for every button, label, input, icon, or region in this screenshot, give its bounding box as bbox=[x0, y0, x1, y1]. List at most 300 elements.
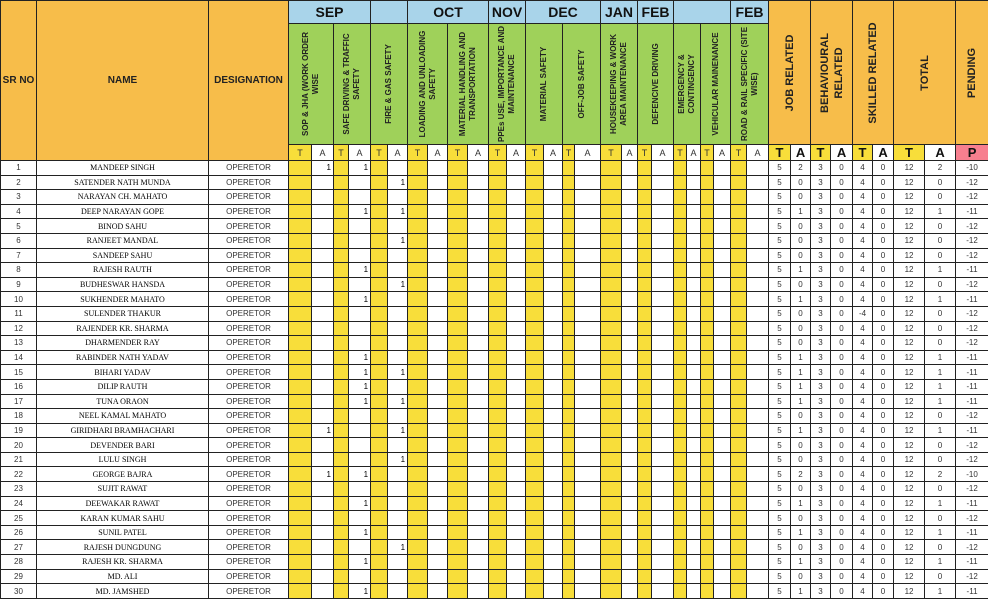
training-a-cell[interactable] bbox=[349, 452, 371, 467]
training-a-cell[interactable] bbox=[622, 379, 638, 394]
training-t-cell[interactable] bbox=[334, 438, 349, 453]
training-a-cell[interactable] bbox=[575, 365, 601, 380]
training-a-cell[interactable] bbox=[468, 365, 489, 380]
training-a-cell[interactable] bbox=[575, 409, 601, 424]
training-a-cell[interactable] bbox=[544, 555, 563, 570]
training-t-cell[interactable] bbox=[526, 321, 544, 336]
training-a-cell[interactable] bbox=[575, 277, 601, 292]
training-t-cell[interactable] bbox=[526, 248, 544, 263]
training-t-cell[interactable] bbox=[701, 233, 714, 248]
training-t-cell[interactable] bbox=[489, 482, 507, 497]
training-t-cell[interactable] bbox=[731, 336, 747, 351]
training-t-cell[interactable] bbox=[334, 190, 349, 205]
training-a-cell[interactable] bbox=[388, 336, 408, 351]
training-t-cell[interactable] bbox=[408, 496, 428, 511]
training-a-cell[interactable] bbox=[507, 175, 526, 190]
training-a-cell[interactable] bbox=[687, 350, 701, 365]
training-a-cell[interactable] bbox=[544, 569, 563, 584]
training-a-cell[interactable] bbox=[652, 248, 674, 263]
training-t-cell[interactable] bbox=[674, 321, 687, 336]
training-t-cell[interactable] bbox=[601, 248, 622, 263]
training-t-cell[interactable] bbox=[701, 467, 714, 482]
training-t-cell[interactable] bbox=[701, 555, 714, 570]
training-a-cell[interactable] bbox=[544, 263, 563, 278]
training-a-cell[interactable] bbox=[468, 277, 489, 292]
training-a-cell[interactable] bbox=[349, 175, 371, 190]
training-a-cell[interactable] bbox=[652, 161, 674, 176]
training-t-cell[interactable] bbox=[701, 423, 714, 438]
training-t-cell[interactable] bbox=[448, 394, 468, 409]
training-a-cell[interactable] bbox=[652, 584, 674, 599]
training-t-cell[interactable] bbox=[408, 219, 428, 234]
training-t-cell[interactable] bbox=[289, 409, 312, 424]
training-a-cell[interactable] bbox=[652, 409, 674, 424]
training-a-cell[interactable] bbox=[428, 190, 448, 205]
training-a-cell[interactable] bbox=[312, 540, 334, 555]
training-a-cell[interactable]: 1 bbox=[349, 394, 371, 409]
training-t-cell[interactable] bbox=[601, 306, 622, 321]
training-t-cell[interactable] bbox=[408, 292, 428, 307]
training-t-cell[interactable] bbox=[408, 540, 428, 555]
training-t-cell[interactable] bbox=[601, 365, 622, 380]
training-a-cell[interactable] bbox=[507, 365, 526, 380]
training-a-cell[interactable] bbox=[507, 277, 526, 292]
training-a-cell[interactable] bbox=[575, 263, 601, 278]
training-t-cell[interactable] bbox=[526, 277, 544, 292]
training-a-cell[interactable] bbox=[544, 321, 563, 336]
training-t-cell[interactable] bbox=[731, 175, 747, 190]
training-t-cell[interactable] bbox=[371, 175, 388, 190]
training-t-cell[interactable] bbox=[563, 452, 575, 467]
training-a-cell[interactable] bbox=[622, 452, 638, 467]
training-t-cell[interactable] bbox=[371, 525, 388, 540]
training-a-cell[interactable] bbox=[575, 569, 601, 584]
training-a-cell[interactable] bbox=[652, 482, 674, 497]
training-t-cell[interactable] bbox=[526, 452, 544, 467]
training-a-cell[interactable] bbox=[468, 233, 489, 248]
training-t-cell[interactable] bbox=[638, 525, 652, 540]
training-t-cell[interactable] bbox=[731, 263, 747, 278]
training-t-cell[interactable] bbox=[638, 555, 652, 570]
training-t-cell[interactable] bbox=[371, 423, 388, 438]
training-a-cell[interactable] bbox=[544, 394, 563, 409]
training-a-cell[interactable] bbox=[468, 525, 489, 540]
training-a-cell[interactable] bbox=[714, 321, 731, 336]
training-a-cell[interactable] bbox=[687, 175, 701, 190]
training-a-cell[interactable] bbox=[544, 496, 563, 511]
training-a-cell[interactable] bbox=[388, 438, 408, 453]
training-t-cell[interactable] bbox=[731, 248, 747, 263]
training-t-cell[interactable] bbox=[731, 365, 747, 380]
training-a-cell[interactable]: 1 bbox=[388, 423, 408, 438]
training-a-cell[interactable]: 1 bbox=[349, 467, 371, 482]
training-t-cell[interactable] bbox=[638, 248, 652, 263]
training-a-cell[interactable] bbox=[747, 467, 769, 482]
training-a-cell[interactable]: 1 bbox=[349, 379, 371, 394]
training-t-cell[interactable] bbox=[371, 379, 388, 394]
training-t-cell[interactable] bbox=[601, 394, 622, 409]
training-t-cell[interactable] bbox=[489, 306, 507, 321]
training-a-cell[interactable] bbox=[747, 161, 769, 176]
training-a-cell[interactable] bbox=[507, 569, 526, 584]
training-a-cell[interactable] bbox=[714, 511, 731, 526]
training-t-cell[interactable] bbox=[638, 161, 652, 176]
training-t-cell[interactable] bbox=[289, 190, 312, 205]
training-a-cell[interactable] bbox=[575, 175, 601, 190]
training-a-cell[interactable] bbox=[312, 175, 334, 190]
training-t-cell[interactable] bbox=[731, 467, 747, 482]
training-t-cell[interactable] bbox=[526, 569, 544, 584]
training-t-cell[interactable] bbox=[371, 336, 388, 351]
training-t-cell[interactable] bbox=[601, 511, 622, 526]
training-t-cell[interactable] bbox=[334, 306, 349, 321]
training-t-cell[interactable] bbox=[448, 365, 468, 380]
training-a-cell[interactable] bbox=[428, 482, 448, 497]
training-a-cell[interactable] bbox=[622, 525, 638, 540]
training-t-cell[interactable] bbox=[701, 292, 714, 307]
training-a-cell[interactable] bbox=[507, 379, 526, 394]
training-a-cell[interactable]: 1 bbox=[312, 423, 334, 438]
training-a-cell[interactable] bbox=[468, 496, 489, 511]
training-a-cell[interactable] bbox=[312, 219, 334, 234]
training-t-cell[interactable] bbox=[601, 161, 622, 176]
training-a-cell[interactable] bbox=[652, 525, 674, 540]
training-a-cell[interactable] bbox=[507, 540, 526, 555]
training-t-cell[interactable] bbox=[289, 321, 312, 336]
training-t-cell[interactable] bbox=[526, 438, 544, 453]
training-a-cell[interactable] bbox=[575, 555, 601, 570]
training-t-cell[interactable] bbox=[563, 306, 575, 321]
training-a-cell[interactable] bbox=[747, 438, 769, 453]
training-t-cell[interactable] bbox=[289, 452, 312, 467]
training-t-cell[interactable] bbox=[638, 409, 652, 424]
training-t-cell[interactable] bbox=[526, 525, 544, 540]
training-a-cell[interactable] bbox=[714, 175, 731, 190]
training-t-cell[interactable] bbox=[638, 263, 652, 278]
training-a-cell[interactable] bbox=[747, 379, 769, 394]
training-t-cell[interactable] bbox=[731, 190, 747, 205]
training-a-cell[interactable] bbox=[714, 584, 731, 599]
training-t-cell[interactable] bbox=[638, 394, 652, 409]
training-a-cell[interactable] bbox=[312, 306, 334, 321]
training-a-cell[interactable] bbox=[468, 336, 489, 351]
training-t-cell[interactable] bbox=[701, 350, 714, 365]
training-a-cell[interactable] bbox=[468, 292, 489, 307]
training-a-cell[interactable] bbox=[714, 379, 731, 394]
training-a-cell[interactable] bbox=[544, 277, 563, 292]
training-t-cell[interactable] bbox=[408, 423, 428, 438]
training-t-cell[interactable] bbox=[701, 321, 714, 336]
training-a-cell[interactable]: 1 bbox=[349, 292, 371, 307]
training-a-cell[interactable]: 1 bbox=[349, 496, 371, 511]
training-t-cell[interactable] bbox=[289, 467, 312, 482]
training-a-cell[interactable] bbox=[622, 204, 638, 219]
training-t-cell[interactable] bbox=[601, 496, 622, 511]
training-a-cell[interactable] bbox=[622, 292, 638, 307]
training-t-cell[interactable] bbox=[489, 350, 507, 365]
training-t-cell[interactable] bbox=[638, 496, 652, 511]
training-t-cell[interactable] bbox=[674, 409, 687, 424]
training-a-cell[interactable] bbox=[747, 584, 769, 599]
training-a-cell[interactable] bbox=[622, 350, 638, 365]
training-t-cell[interactable] bbox=[526, 482, 544, 497]
training-a-cell[interactable] bbox=[544, 540, 563, 555]
training-a-cell[interactable] bbox=[714, 263, 731, 278]
training-a-cell[interactable] bbox=[652, 336, 674, 351]
training-a-cell[interactable] bbox=[714, 482, 731, 497]
training-t-cell[interactable] bbox=[601, 277, 622, 292]
training-a-cell[interactable] bbox=[544, 204, 563, 219]
training-a-cell[interactable] bbox=[714, 161, 731, 176]
training-t-cell[interactable] bbox=[563, 321, 575, 336]
training-t-cell[interactable] bbox=[638, 233, 652, 248]
training-t-cell[interactable] bbox=[408, 467, 428, 482]
training-a-cell[interactable] bbox=[652, 394, 674, 409]
training-t-cell[interactable] bbox=[448, 204, 468, 219]
training-t-cell[interactable] bbox=[674, 277, 687, 292]
training-a-cell[interactable] bbox=[687, 292, 701, 307]
training-a-cell[interactable] bbox=[652, 511, 674, 526]
training-a-cell[interactable] bbox=[652, 365, 674, 380]
training-a-cell[interactable] bbox=[652, 379, 674, 394]
training-a-cell[interactable] bbox=[428, 350, 448, 365]
training-a-cell[interactable] bbox=[622, 555, 638, 570]
training-t-cell[interactable] bbox=[371, 540, 388, 555]
training-t-cell[interactable] bbox=[638, 423, 652, 438]
training-t-cell[interactable] bbox=[289, 482, 312, 497]
training-t-cell[interactable] bbox=[563, 350, 575, 365]
training-t-cell[interactable] bbox=[448, 496, 468, 511]
training-a-cell[interactable] bbox=[388, 190, 408, 205]
training-a-cell[interactable] bbox=[747, 409, 769, 424]
training-t-cell[interactable] bbox=[701, 263, 714, 278]
training-t-cell[interactable] bbox=[526, 233, 544, 248]
training-t-cell[interactable] bbox=[731, 409, 747, 424]
training-a-cell[interactable] bbox=[622, 219, 638, 234]
training-a-cell[interactable] bbox=[622, 569, 638, 584]
training-t-cell[interactable] bbox=[526, 190, 544, 205]
training-t-cell[interactable] bbox=[289, 555, 312, 570]
training-t-cell[interactable] bbox=[489, 336, 507, 351]
training-t-cell[interactable] bbox=[289, 263, 312, 278]
training-a-cell[interactable] bbox=[544, 511, 563, 526]
training-t-cell[interactable] bbox=[674, 365, 687, 380]
training-t-cell[interactable] bbox=[334, 540, 349, 555]
training-t-cell[interactable] bbox=[701, 175, 714, 190]
training-t-cell[interactable] bbox=[563, 496, 575, 511]
training-t-cell[interactable] bbox=[601, 540, 622, 555]
training-t-cell[interactable] bbox=[489, 409, 507, 424]
training-t-cell[interactable] bbox=[448, 409, 468, 424]
training-t-cell[interactable] bbox=[371, 409, 388, 424]
training-t-cell[interactable] bbox=[638, 569, 652, 584]
training-t-cell[interactable] bbox=[489, 233, 507, 248]
training-a-cell[interactable] bbox=[714, 190, 731, 205]
training-t-cell[interactable] bbox=[563, 190, 575, 205]
training-a-cell[interactable] bbox=[687, 394, 701, 409]
training-t-cell[interactable] bbox=[638, 306, 652, 321]
training-a-cell[interactable] bbox=[687, 161, 701, 176]
training-t-cell[interactable] bbox=[289, 233, 312, 248]
training-a-cell[interactable] bbox=[714, 248, 731, 263]
training-t-cell[interactable] bbox=[601, 409, 622, 424]
training-t-cell[interactable] bbox=[674, 423, 687, 438]
training-t-cell[interactable] bbox=[371, 467, 388, 482]
training-a-cell[interactable] bbox=[652, 204, 674, 219]
training-a-cell[interactable] bbox=[349, 219, 371, 234]
training-t-cell[interactable] bbox=[408, 584, 428, 599]
training-t-cell[interactable] bbox=[408, 190, 428, 205]
training-a-cell[interactable] bbox=[312, 350, 334, 365]
training-t-cell[interactable] bbox=[731, 438, 747, 453]
training-t-cell[interactable] bbox=[489, 263, 507, 278]
training-a-cell[interactable] bbox=[544, 175, 563, 190]
training-t-cell[interactable] bbox=[489, 452, 507, 467]
training-t-cell[interactable] bbox=[563, 233, 575, 248]
training-a-cell[interactable] bbox=[507, 555, 526, 570]
training-t-cell[interactable] bbox=[408, 394, 428, 409]
training-t-cell[interactable] bbox=[448, 540, 468, 555]
training-t-cell[interactable] bbox=[448, 511, 468, 526]
training-t-cell[interactable] bbox=[526, 161, 544, 176]
training-t-cell[interactable] bbox=[563, 248, 575, 263]
training-t-cell[interactable] bbox=[638, 452, 652, 467]
training-t-cell[interactable] bbox=[489, 161, 507, 176]
training-a-cell[interactable] bbox=[312, 365, 334, 380]
training-t-cell[interactable] bbox=[563, 277, 575, 292]
training-a-cell[interactable] bbox=[622, 306, 638, 321]
training-a-cell[interactable] bbox=[622, 438, 638, 453]
training-a-cell[interactable] bbox=[349, 569, 371, 584]
training-t-cell[interactable] bbox=[601, 336, 622, 351]
training-t-cell[interactable] bbox=[334, 467, 349, 482]
training-a-cell[interactable]: 1 bbox=[312, 161, 334, 176]
training-a-cell[interactable] bbox=[312, 525, 334, 540]
training-a-cell[interactable] bbox=[388, 263, 408, 278]
training-t-cell[interactable] bbox=[563, 540, 575, 555]
training-a-cell[interactable] bbox=[312, 584, 334, 599]
training-a-cell[interactable] bbox=[468, 350, 489, 365]
training-t-cell[interactable] bbox=[526, 394, 544, 409]
training-a-cell[interactable] bbox=[575, 438, 601, 453]
training-t-cell[interactable] bbox=[674, 190, 687, 205]
training-a-cell[interactable] bbox=[652, 350, 674, 365]
training-t-cell[interactable] bbox=[601, 569, 622, 584]
training-a-cell[interactable] bbox=[652, 233, 674, 248]
training-a-cell[interactable] bbox=[349, 540, 371, 555]
training-a-cell[interactable]: 1 bbox=[349, 365, 371, 380]
training-a-cell[interactable]: 1 bbox=[349, 584, 371, 599]
training-t-cell[interactable] bbox=[289, 540, 312, 555]
training-a-cell[interactable] bbox=[652, 175, 674, 190]
training-t-cell[interactable] bbox=[638, 540, 652, 555]
training-a-cell[interactable] bbox=[388, 467, 408, 482]
training-a-cell[interactable] bbox=[428, 394, 448, 409]
training-a-cell[interactable] bbox=[687, 365, 701, 380]
training-t-cell[interactable] bbox=[526, 336, 544, 351]
training-a-cell[interactable]: 1 bbox=[388, 233, 408, 248]
training-a-cell[interactable] bbox=[349, 306, 371, 321]
training-t-cell[interactable] bbox=[674, 350, 687, 365]
training-a-cell[interactable] bbox=[687, 263, 701, 278]
training-a-cell[interactable] bbox=[507, 511, 526, 526]
training-t-cell[interactable] bbox=[371, 452, 388, 467]
training-a-cell[interactable] bbox=[544, 423, 563, 438]
training-t-cell[interactable] bbox=[563, 409, 575, 424]
training-t-cell[interactable] bbox=[489, 365, 507, 380]
training-a-cell[interactable] bbox=[388, 482, 408, 497]
training-a-cell[interactable] bbox=[687, 321, 701, 336]
training-a-cell[interactable] bbox=[428, 161, 448, 176]
training-a-cell[interactable] bbox=[507, 190, 526, 205]
training-t-cell[interactable] bbox=[638, 350, 652, 365]
training-a-cell[interactable] bbox=[428, 175, 448, 190]
training-a-cell[interactable] bbox=[468, 204, 489, 219]
training-a-cell[interactable] bbox=[428, 452, 448, 467]
training-t-cell[interactable] bbox=[701, 306, 714, 321]
training-a-cell[interactable] bbox=[652, 263, 674, 278]
training-t-cell[interactable] bbox=[701, 511, 714, 526]
training-t-cell[interactable] bbox=[563, 263, 575, 278]
training-a-cell[interactable] bbox=[747, 248, 769, 263]
training-t-cell[interactable] bbox=[638, 204, 652, 219]
training-a-cell[interactable] bbox=[507, 263, 526, 278]
training-a-cell[interactable] bbox=[507, 350, 526, 365]
training-t-cell[interactable] bbox=[371, 306, 388, 321]
training-a-cell[interactable] bbox=[652, 219, 674, 234]
training-t-cell[interactable] bbox=[526, 423, 544, 438]
training-a-cell[interactable] bbox=[622, 277, 638, 292]
training-a-cell[interactable] bbox=[622, 482, 638, 497]
training-a-cell[interactable]: 1 bbox=[349, 350, 371, 365]
training-t-cell[interactable] bbox=[674, 379, 687, 394]
training-a-cell[interactable] bbox=[468, 452, 489, 467]
training-t-cell[interactable] bbox=[334, 452, 349, 467]
training-t-cell[interactable] bbox=[674, 219, 687, 234]
training-a-cell[interactable] bbox=[349, 511, 371, 526]
training-a-cell[interactable] bbox=[622, 263, 638, 278]
training-a-cell[interactable] bbox=[388, 511, 408, 526]
training-t-cell[interactable] bbox=[408, 277, 428, 292]
training-a-cell[interactable] bbox=[468, 584, 489, 599]
training-a-cell[interactable] bbox=[575, 452, 601, 467]
training-t-cell[interactable] bbox=[334, 525, 349, 540]
training-a-cell[interactable] bbox=[349, 409, 371, 424]
training-a-cell[interactable] bbox=[312, 204, 334, 219]
training-a-cell[interactable] bbox=[714, 306, 731, 321]
training-a-cell[interactable] bbox=[544, 467, 563, 482]
training-a-cell[interactable] bbox=[575, 496, 601, 511]
training-a-cell[interactable] bbox=[428, 555, 448, 570]
training-a-cell[interactable] bbox=[468, 263, 489, 278]
training-t-cell[interactable] bbox=[601, 321, 622, 336]
training-a-cell[interactable] bbox=[428, 263, 448, 278]
training-t-cell[interactable] bbox=[674, 584, 687, 599]
training-t-cell[interactable] bbox=[526, 306, 544, 321]
training-t-cell[interactable] bbox=[701, 379, 714, 394]
training-t-cell[interactable] bbox=[638, 467, 652, 482]
training-a-cell[interactable] bbox=[507, 336, 526, 351]
training-t-cell[interactable] bbox=[489, 496, 507, 511]
training-a-cell[interactable] bbox=[714, 394, 731, 409]
training-t-cell[interactable] bbox=[289, 336, 312, 351]
training-a-cell[interactable] bbox=[575, 248, 601, 263]
training-t-cell[interactable] bbox=[563, 555, 575, 570]
training-t-cell[interactable] bbox=[334, 482, 349, 497]
training-t-cell[interactable] bbox=[674, 336, 687, 351]
training-t-cell[interactable] bbox=[674, 248, 687, 263]
training-t-cell[interactable] bbox=[731, 540, 747, 555]
